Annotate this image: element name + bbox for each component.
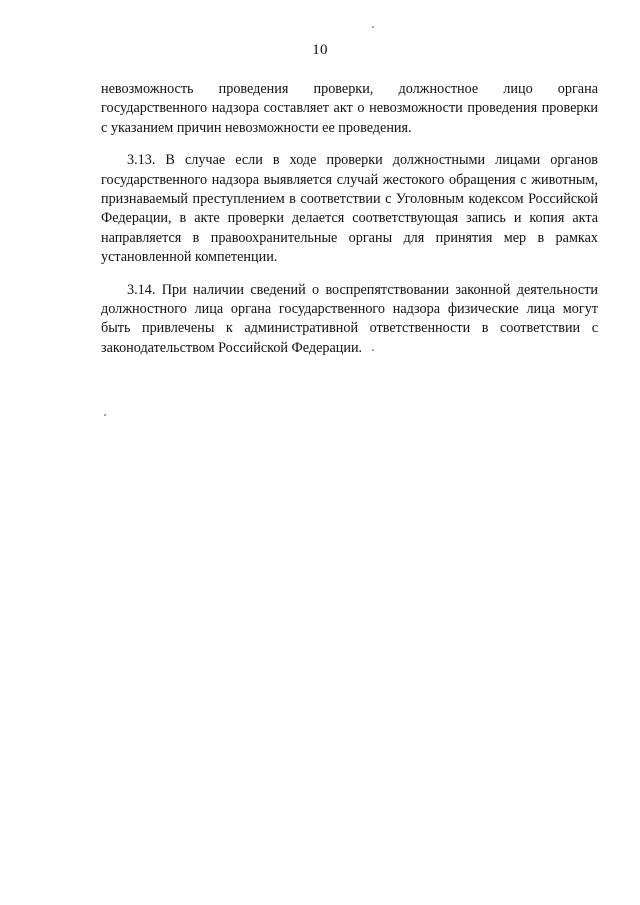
paragraph-3-14: 3.14. При наличии сведений о воспрепятствовании законной деятельности должностного лица органа государственного надзора физические лица могут быть привлечены к административной ответственности в соответствии с законодательством Российской Федерации. [101, 281, 598, 356]
paragraph-continuation: невозможность проведения проверки, должностное лицо органа государственного надзора составляет акт о невозможности проведения проверки с указанием причин невозможности ее проведения. [101, 81, 598, 136]
scan-speck [104, 414, 106, 416]
page-number: 10 [312, 42, 328, 58]
paragraph-3-13: 3.13. В случае если в ходе проверки должностными лицами органов государственного надзора выявляется случай жестокого обращения с животным, признаваемый преступлением в соответствии с Уголовным кодексом Российской Федерации, в акте проверки делается соответствующая запись и копия акта направляется в правоохранительные органы для принятия мер в рамках установленной компетенции. [101, 152, 598, 266]
scan-speck [372, 26, 374, 28]
scan-speck [372, 349, 374, 351]
document-body [101, 80, 598, 371]
